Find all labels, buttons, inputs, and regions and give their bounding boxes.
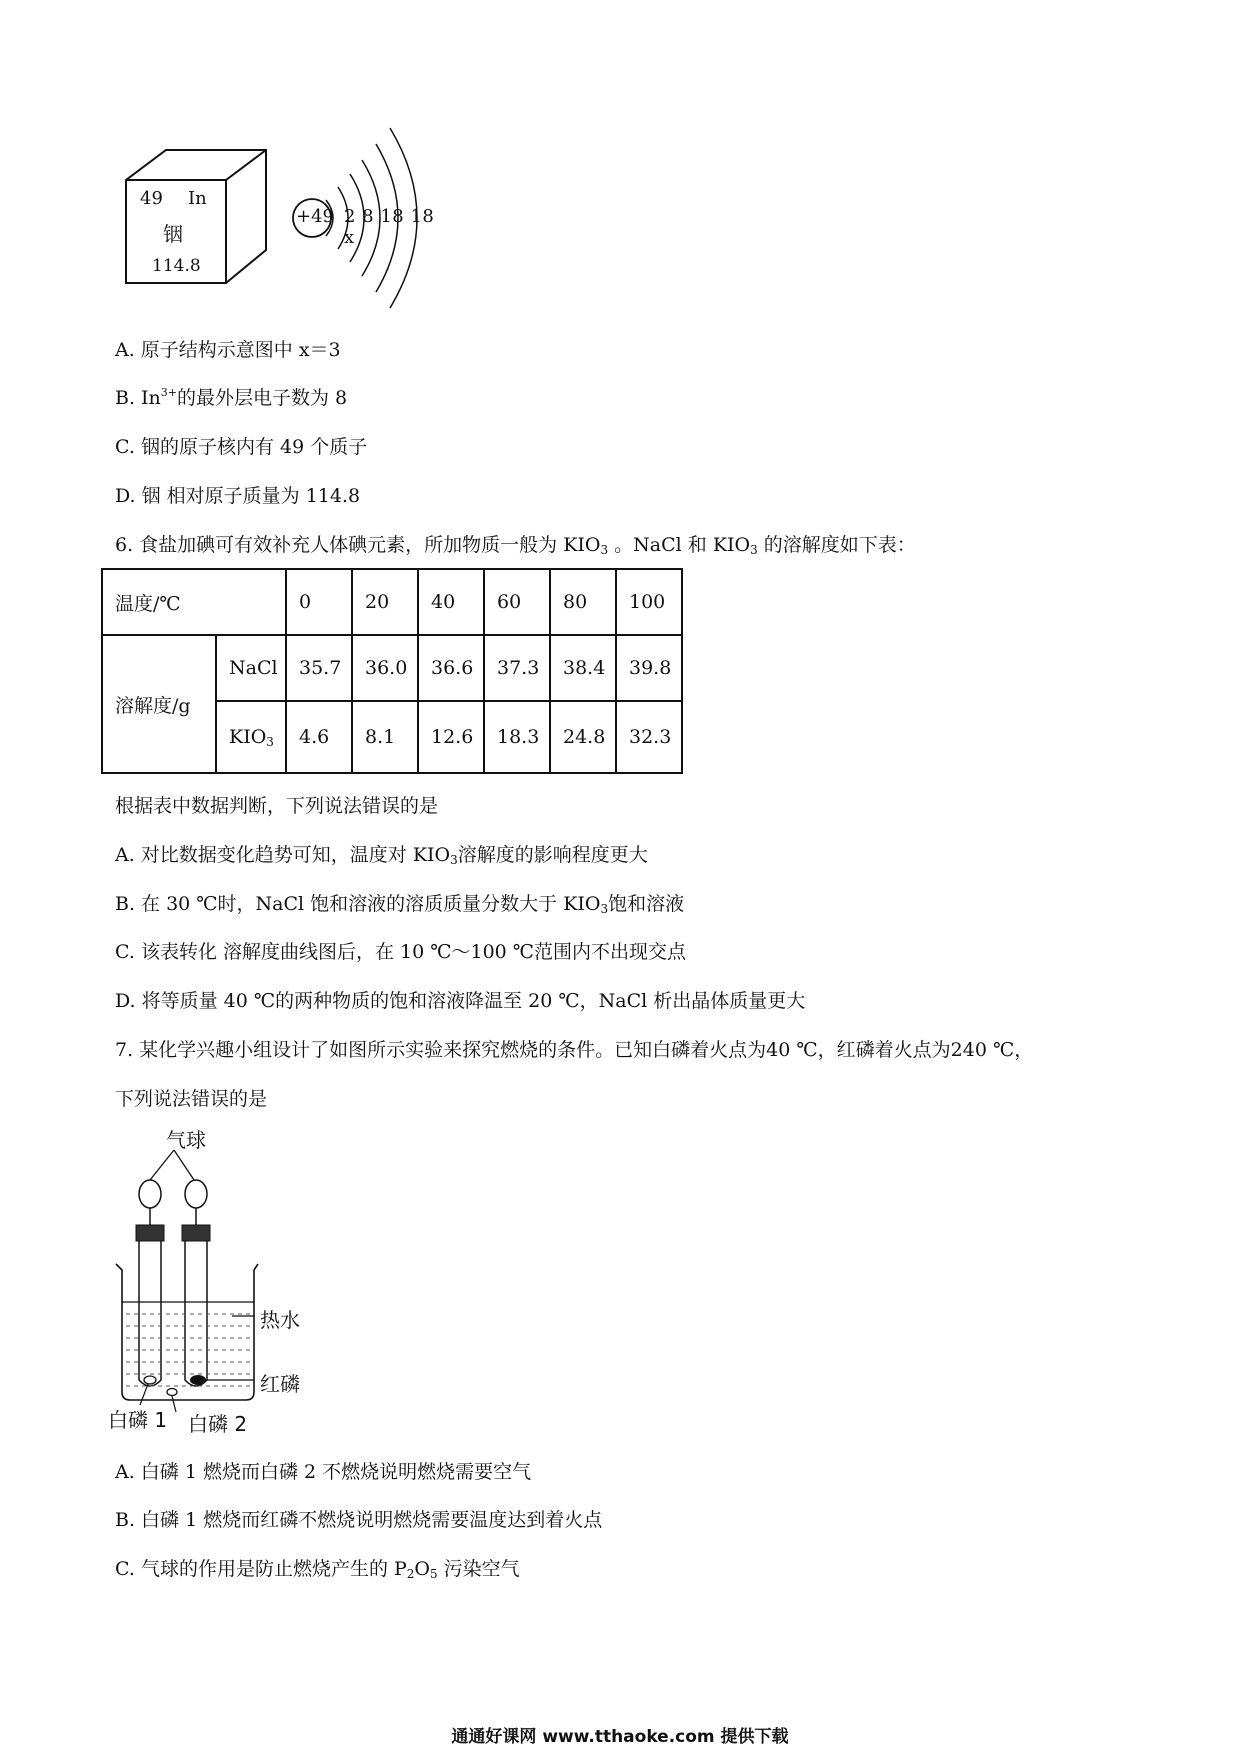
q5-option-b-post: 的最外层电子数为 8 — [177, 387, 348, 409]
element-card-figure — [118, 138, 288, 298]
q6-option-b-post: 饱和溶液 — [608, 893, 685, 915]
q5-option-b-sup: 3+ — [160, 386, 178, 399]
temp-cell: 0 — [286, 569, 352, 635]
nucleus-charge: +49 — [296, 206, 334, 227]
temp-cell: 20 — [352, 569, 418, 635]
q6-option-b — [115, 892, 684, 916]
q6-stem-mid: 。NaCl 和 KIO — [608, 534, 751, 556]
q6-stem-post: 的溶解度如下表： — [757, 534, 916, 556]
q7-option-c-sub1: 2 — [406, 1567, 415, 1581]
white-phosphorus-2-label: 白磷 2 — [188, 1412, 248, 1436]
q6-option-b-pre: B. 在 30 ℃时，NaCl 饱和溶液的溶质质量分数大于 KIO — [115, 893, 601, 915]
kio3-value-cell: 8.1 — [352, 701, 418, 773]
element-cube-drawing — [118, 138, 288, 298]
q6-option-a-post: 溶解度的影响程度更大 — [457, 844, 648, 866]
shell-electrons: 2 8 18 18 x — [344, 206, 435, 248]
q6-stem-sub1: 3 — [600, 543, 609, 557]
balloon-label: 气球 — [166, 1128, 206, 1152]
page-footer: 通通好课网 www.tthaoke.com 提供下载 — [451, 1727, 789, 1747]
kio3-label-sub: 3 — [266, 735, 274, 749]
temp-cell: 40 — [418, 569, 484, 635]
element-number: 49 — [140, 188, 163, 209]
q6-option-d: D. 将等质量 40 ℃的两种物质的饱和溶液降温至 20 ℃，NaCl 析出晶体质量更大 — [115, 990, 806, 1012]
q6-option-a — [115, 843, 648, 867]
q7-option-c — [115, 1557, 520, 1581]
q7-option-c-sub2: 5 — [429, 1567, 438, 1581]
hot-water-label: 热水 — [260, 1308, 300, 1332]
temp-label-cell: 温度/℃ — [102, 569, 286, 635]
q6-question: 根据表中数据判断，下列说法错误的是 — [115, 795, 439, 817]
red-phosphorus-label: 红磷 — [260, 1372, 300, 1396]
kio3-value-cell: 24.8 — [550, 701, 616, 773]
q6-option-c: C. 该表转化 溶解度曲线图后，在 10 ℃～100 ℃范围内不出现交点 — [115, 941, 687, 963]
solubility-table — [101, 568, 683, 774]
q6-stem-pre: 6. 食盐加碘可有效补充人体碘元素，所加物质一般为 KIO — [115, 534, 601, 556]
temp-cell: 100 — [616, 569, 682, 635]
q7-option-a: A. 白磷 1 燃烧而白磷 2 不燃烧说明燃烧需要空气 — [115, 1461, 532, 1483]
q5-option-d: D. 铟 相对原子质量为 114.8 — [115, 485, 361, 507]
q7-option-c-post: 污染空气 — [437, 1558, 520, 1580]
q7-option-c-mid: O — [414, 1558, 430, 1580]
nacl-value-cell: 37.3 — [484, 635, 550, 701]
q5-option-c: C. 铟的原子核内有 49 个质子 — [115, 436, 368, 458]
q7-stem-line2: 下列说法错误的是 — [115, 1088, 268, 1110]
nacl-value-cell: 38.4 — [550, 635, 616, 701]
nacl-value-cell: 36.6 — [418, 635, 484, 701]
kio3-value-cell: 32.3 — [616, 701, 682, 773]
q7-stem-line1: 7. 某化学兴趣小组设计了如图所示实验来探究燃烧的条件。已知白磷着火点为40 ℃，红磷着火点为240 ℃， — [115, 1039, 1034, 1061]
q5-option-b — [115, 386, 347, 410]
q5-option-b-pre: B. In — [115, 387, 161, 409]
nacl-value-cell: 39.8 — [616, 635, 682, 701]
kio3-value-cell: 4.6 — [286, 701, 352, 773]
kio3-label-cell — [216, 701, 286, 773]
kio3-label-pre: KIO — [229, 726, 267, 748]
kio3-value-cell: 18.3 — [484, 701, 550, 773]
element-mass: 114.8 — [152, 256, 201, 276]
nacl-value-cell: 35.7 — [286, 635, 352, 701]
q7-option-b: B. 白磷 1 燃烧而红磷不燃烧说明燃烧需要温度达到着火点 — [115, 1509, 603, 1531]
nacl-label-cell: NaCl — [216, 635, 286, 701]
q7-option-c-pre: C. 气球的作用是防止燃烧产生的 P — [115, 1558, 407, 1580]
kio3-value-cell: 12.6 — [418, 701, 484, 773]
solubility-label-cell: 溶解度/g — [102, 635, 216, 773]
q6-option-a-sub: 3 — [450, 853, 458, 867]
temp-cell: 80 — [550, 569, 616, 635]
table-row-temperature — [102, 569, 682, 635]
element-symbol: In — [188, 188, 207, 209]
q6-stem — [115, 533, 916, 557]
atom-structure-figure — [288, 120, 448, 310]
q6-option-a-pre: A. 对比数据变化趋势可知，温度对 KIO — [115, 844, 451, 866]
element-name: 铟 — [163, 222, 183, 246]
nacl-value-cell: 36.0 — [352, 635, 418, 701]
temp-cell: 60 — [484, 569, 550, 635]
table-row-nacl — [102, 635, 682, 701]
combustion-experiment-figure — [108, 1128, 330, 1436]
q6-stem-sub2: 3 — [750, 543, 758, 557]
q6-option-b-sub: 3 — [600, 902, 609, 916]
white-phosphorus-1-label: 白磷 1 — [108, 1408, 168, 1432]
q5-option-a: A. 原子结构示意图中 x＝3 — [115, 339, 341, 361]
